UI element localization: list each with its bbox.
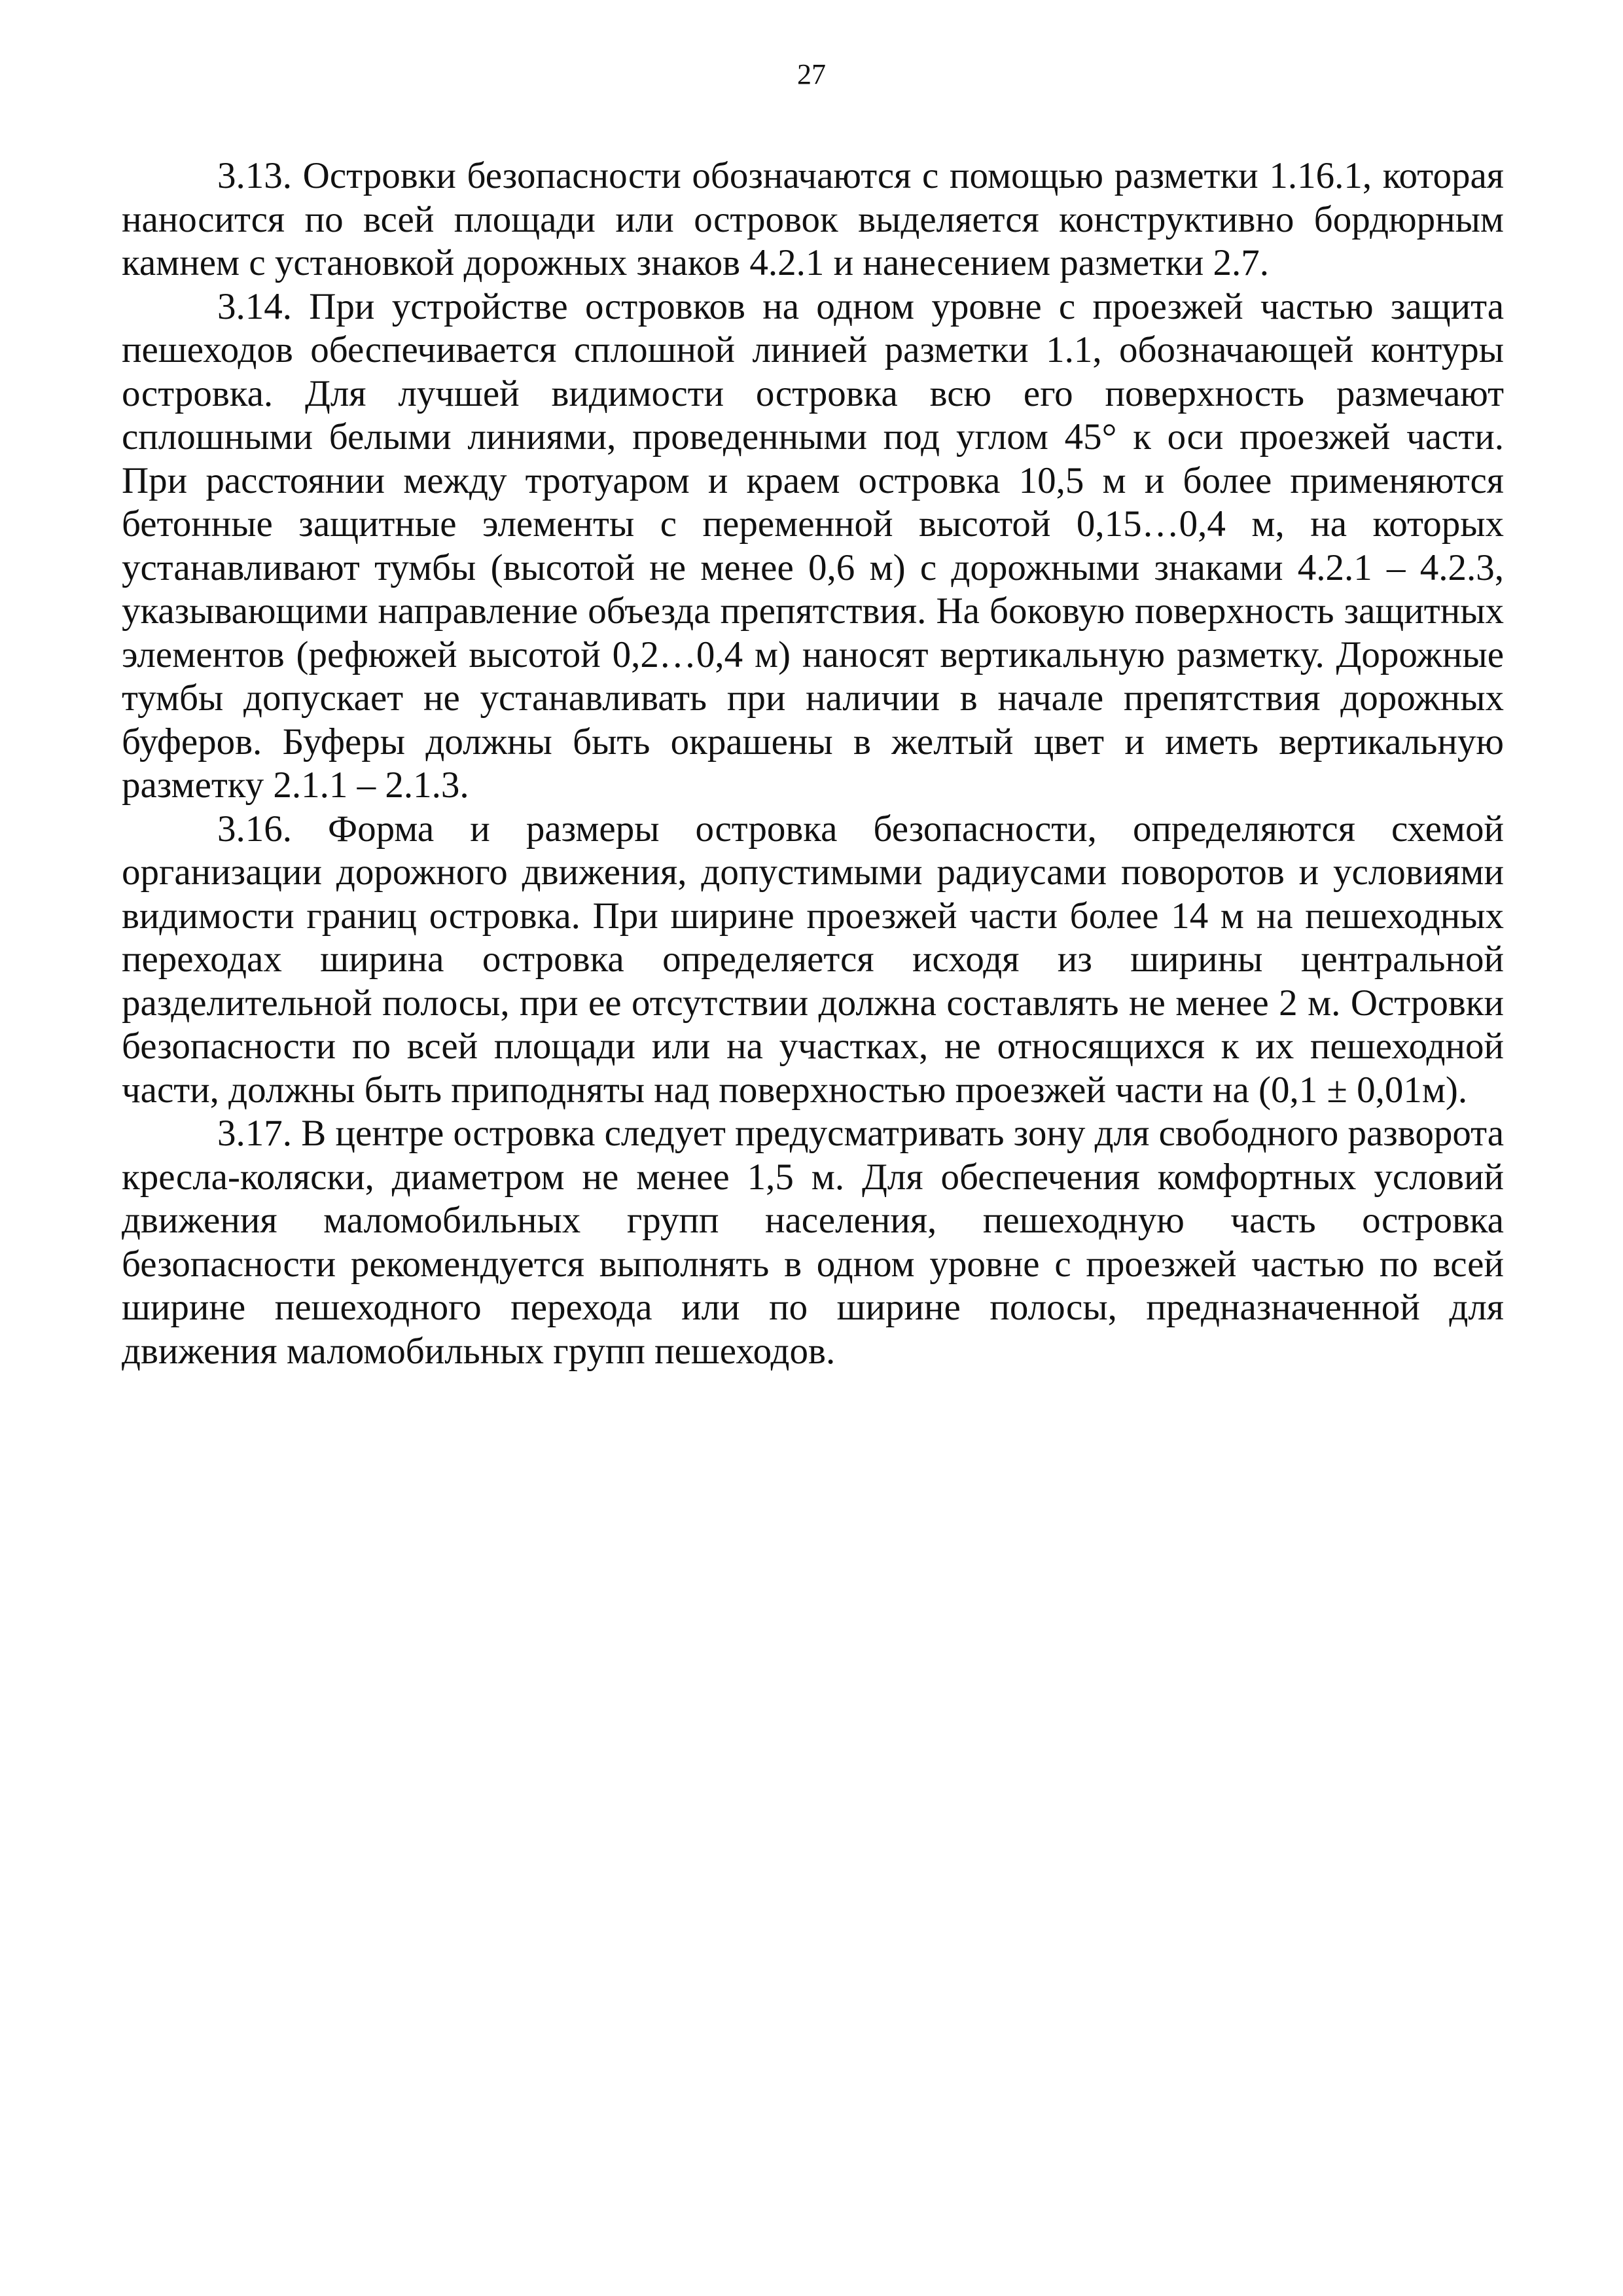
paragraph-3-13: 3.13. Островки безопасности обозначаются с помощью разметки 1.16.1, которая наносится по всей площади или островок выделяется конструктивно бордюрным камнем с установкой дорожных знаков 4.2.1 и нанесением разметки 2.7. — [122, 155, 1504, 283]
paragraph-3-17: 3.17. В центре островка следует предусматривать зону для свободного разворота кресла-коляски, диаметром не менее 1,5 м. Для обеспечения комфортных условий движения маломобильных групп населения, пешеходную часть островка безопасности рекомендуется выполнять в одном уровне с проезжей частью по всей ширине пешеходного перехода или по ширине полосы, предназначенной для движения маломобильных групп пешеходов. — [122, 1113, 1504, 1372]
document-body — [122, 154, 1504, 1373]
paragraph-3-16: 3.16. Форма и размеры островка безопасности, определяются схемой организации дорожного движения, допустимыми радиусами поворотов и условиями видимости границ островка. При ширине проезжей части более 14 м на пешеходных переходах ширина островка определяется исходя из ширины центральной разделительной полосы, при ее отсутствии должна составлять не менее 2 м. Островки безопасности по всей площади или на участках, не относящихся к их пешеходной части, должны быть приподняты над поверхностью проезжей части на (0,1 ± 0,01м). — [122, 808, 1504, 1111]
paragraph-3-14: 3.14. При устройстве островков на одном уровне с проезжей частью защита пешеходов обеспечивается сплошной линией разметки 1.1, обозначающей контуры островка. Для лучшей видимости островка всю его поверхность размечают сплошными белыми линиями, проведенными под углом 45° к оси проезжей части. При расстоянии между тротуаром и краем островка 10,5 м и более применяются бетонные защитные элементы с переменной высотой 0,15…0,4 м, на которых устанавливают тумбы (высотой не менее 0,6 м) с дорожными знаками 4.2.1 – 4.2.3, указывающими направление объезда препятствия. На боковую поверхность защитных элементов (рефюжей высотой 0,2…0,4 м) наносят вертикальную разметку. Дорожные тумбы допускает не устанавливать при наличии в начале препятствия дорожных буферов. Буферы должны быть окрашены в желтый цвет и иметь вертикальную разметку 2.1.1 – 2.1.3. — [122, 285, 1504, 806]
page-number: 27 — [797, 58, 826, 90]
